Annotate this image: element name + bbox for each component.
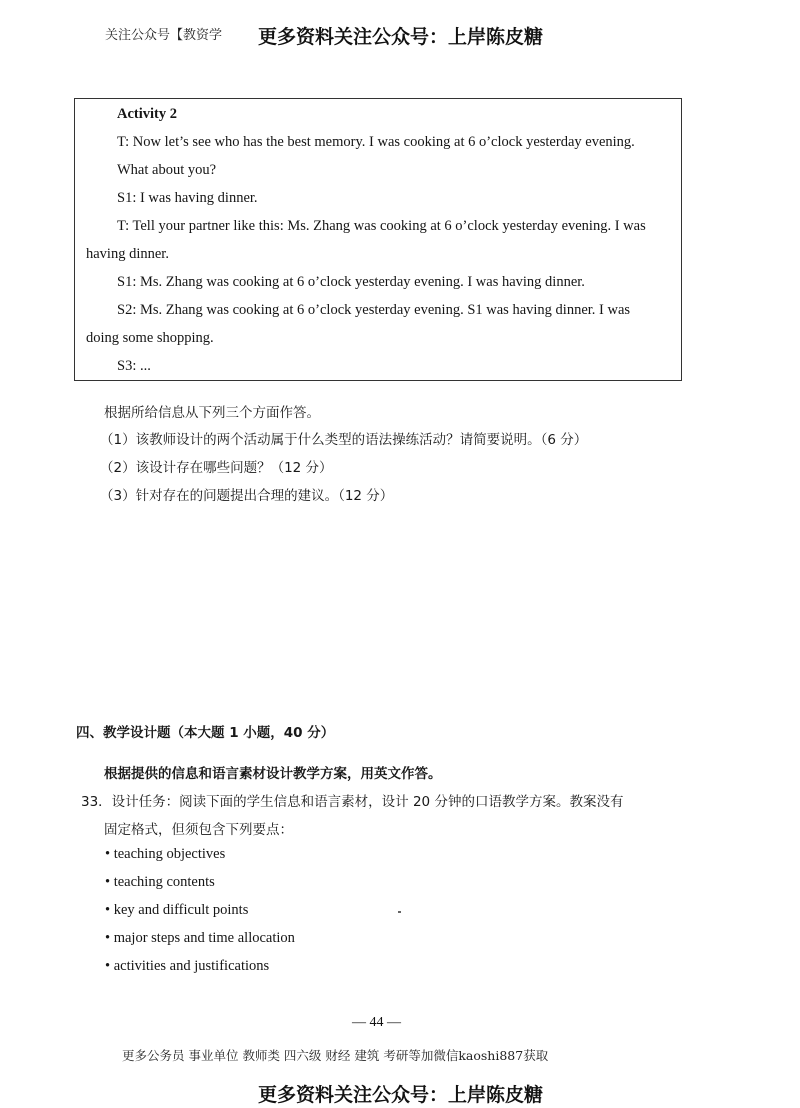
activity-line: S3: ...	[117, 358, 151, 374]
questions-intro: 根据所给信息从下列三个方面作答。	[104, 405, 320, 421]
page-number: — 44 —	[352, 1015, 401, 1030]
bullet-item: • activities and justifications	[105, 958, 270, 974]
activity-line: S1: I was having dinner.	[117, 190, 258, 206]
bullet-item: • teaching objectives	[105, 846, 226, 862]
section-heading: 四、教学设计题（本大题 1 小题，40 分）	[76, 725, 335, 741]
activity-line: S1: Ms. Zhang was cooking at 6 o’clock yesterday evening. I was having dinner.	[117, 274, 585, 290]
activity-line: S2: Ms. Zhang was cooking at 6 o’clock yesterday evening. S1 was having dinner. I was	[117, 302, 631, 318]
bullet-item: • teaching contents	[105, 874, 215, 890]
question-33-line2: 固定格式，但须包含下列要点：	[104, 822, 293, 838]
header-title: 更多资料关注公众号：上岸陈皮糖	[258, 26, 544, 48]
activity-line: What about you?	[117, 162, 217, 178]
activity-title: Activity 2	[117, 106, 177, 122]
question-item: （2）该设计存在哪些问题？（12 分）	[100, 460, 333, 476]
activity-line: having dinner.	[86, 246, 169, 262]
header-watermark-left: 关注公众号【教资学	[105, 28, 223, 43]
footer-watermark: 更多公务员 事业单位 教师类 四六级 财经 建筑 考研等加微信kaoshi887获取	[122, 1048, 549, 1063]
bullet-item: • major steps and time allocation	[105, 930, 295, 946]
activity-line: T: Now let’s see who has the best memory. I was cooking at 6 o’clock yesterday evening.	[117, 134, 635, 150]
bullet-item: • key and difficult points	[105, 902, 249, 918]
footer-title: 更多资料关注公众号：上岸陈皮糖	[258, 1084, 544, 1106]
activity-line: T: Tell your partner like this: Ms. Zhang was cooking at 6 o’clock yesterday evening. I was	[117, 218, 646, 234]
scan-speck	[398, 911, 401, 913]
question-33-line1: 33．设计任务：阅读下面的学生信息和语言素材，设计 20 分钟的口语教学方案。教案没有	[81, 794, 624, 810]
activity-line: doing some shopping.	[86, 330, 214, 346]
section-instruction: 根据提供的信息和语言素材设计教学方案，用英文作答。	[104, 766, 442, 782]
question-item: （3）针对存在的问题提出合理的建议。（12 分）	[100, 488, 394, 504]
question-item: （1）该教师设计的两个活动属于什么类型的语法操练活动？请简要说明。（6 分）	[100, 432, 588, 448]
